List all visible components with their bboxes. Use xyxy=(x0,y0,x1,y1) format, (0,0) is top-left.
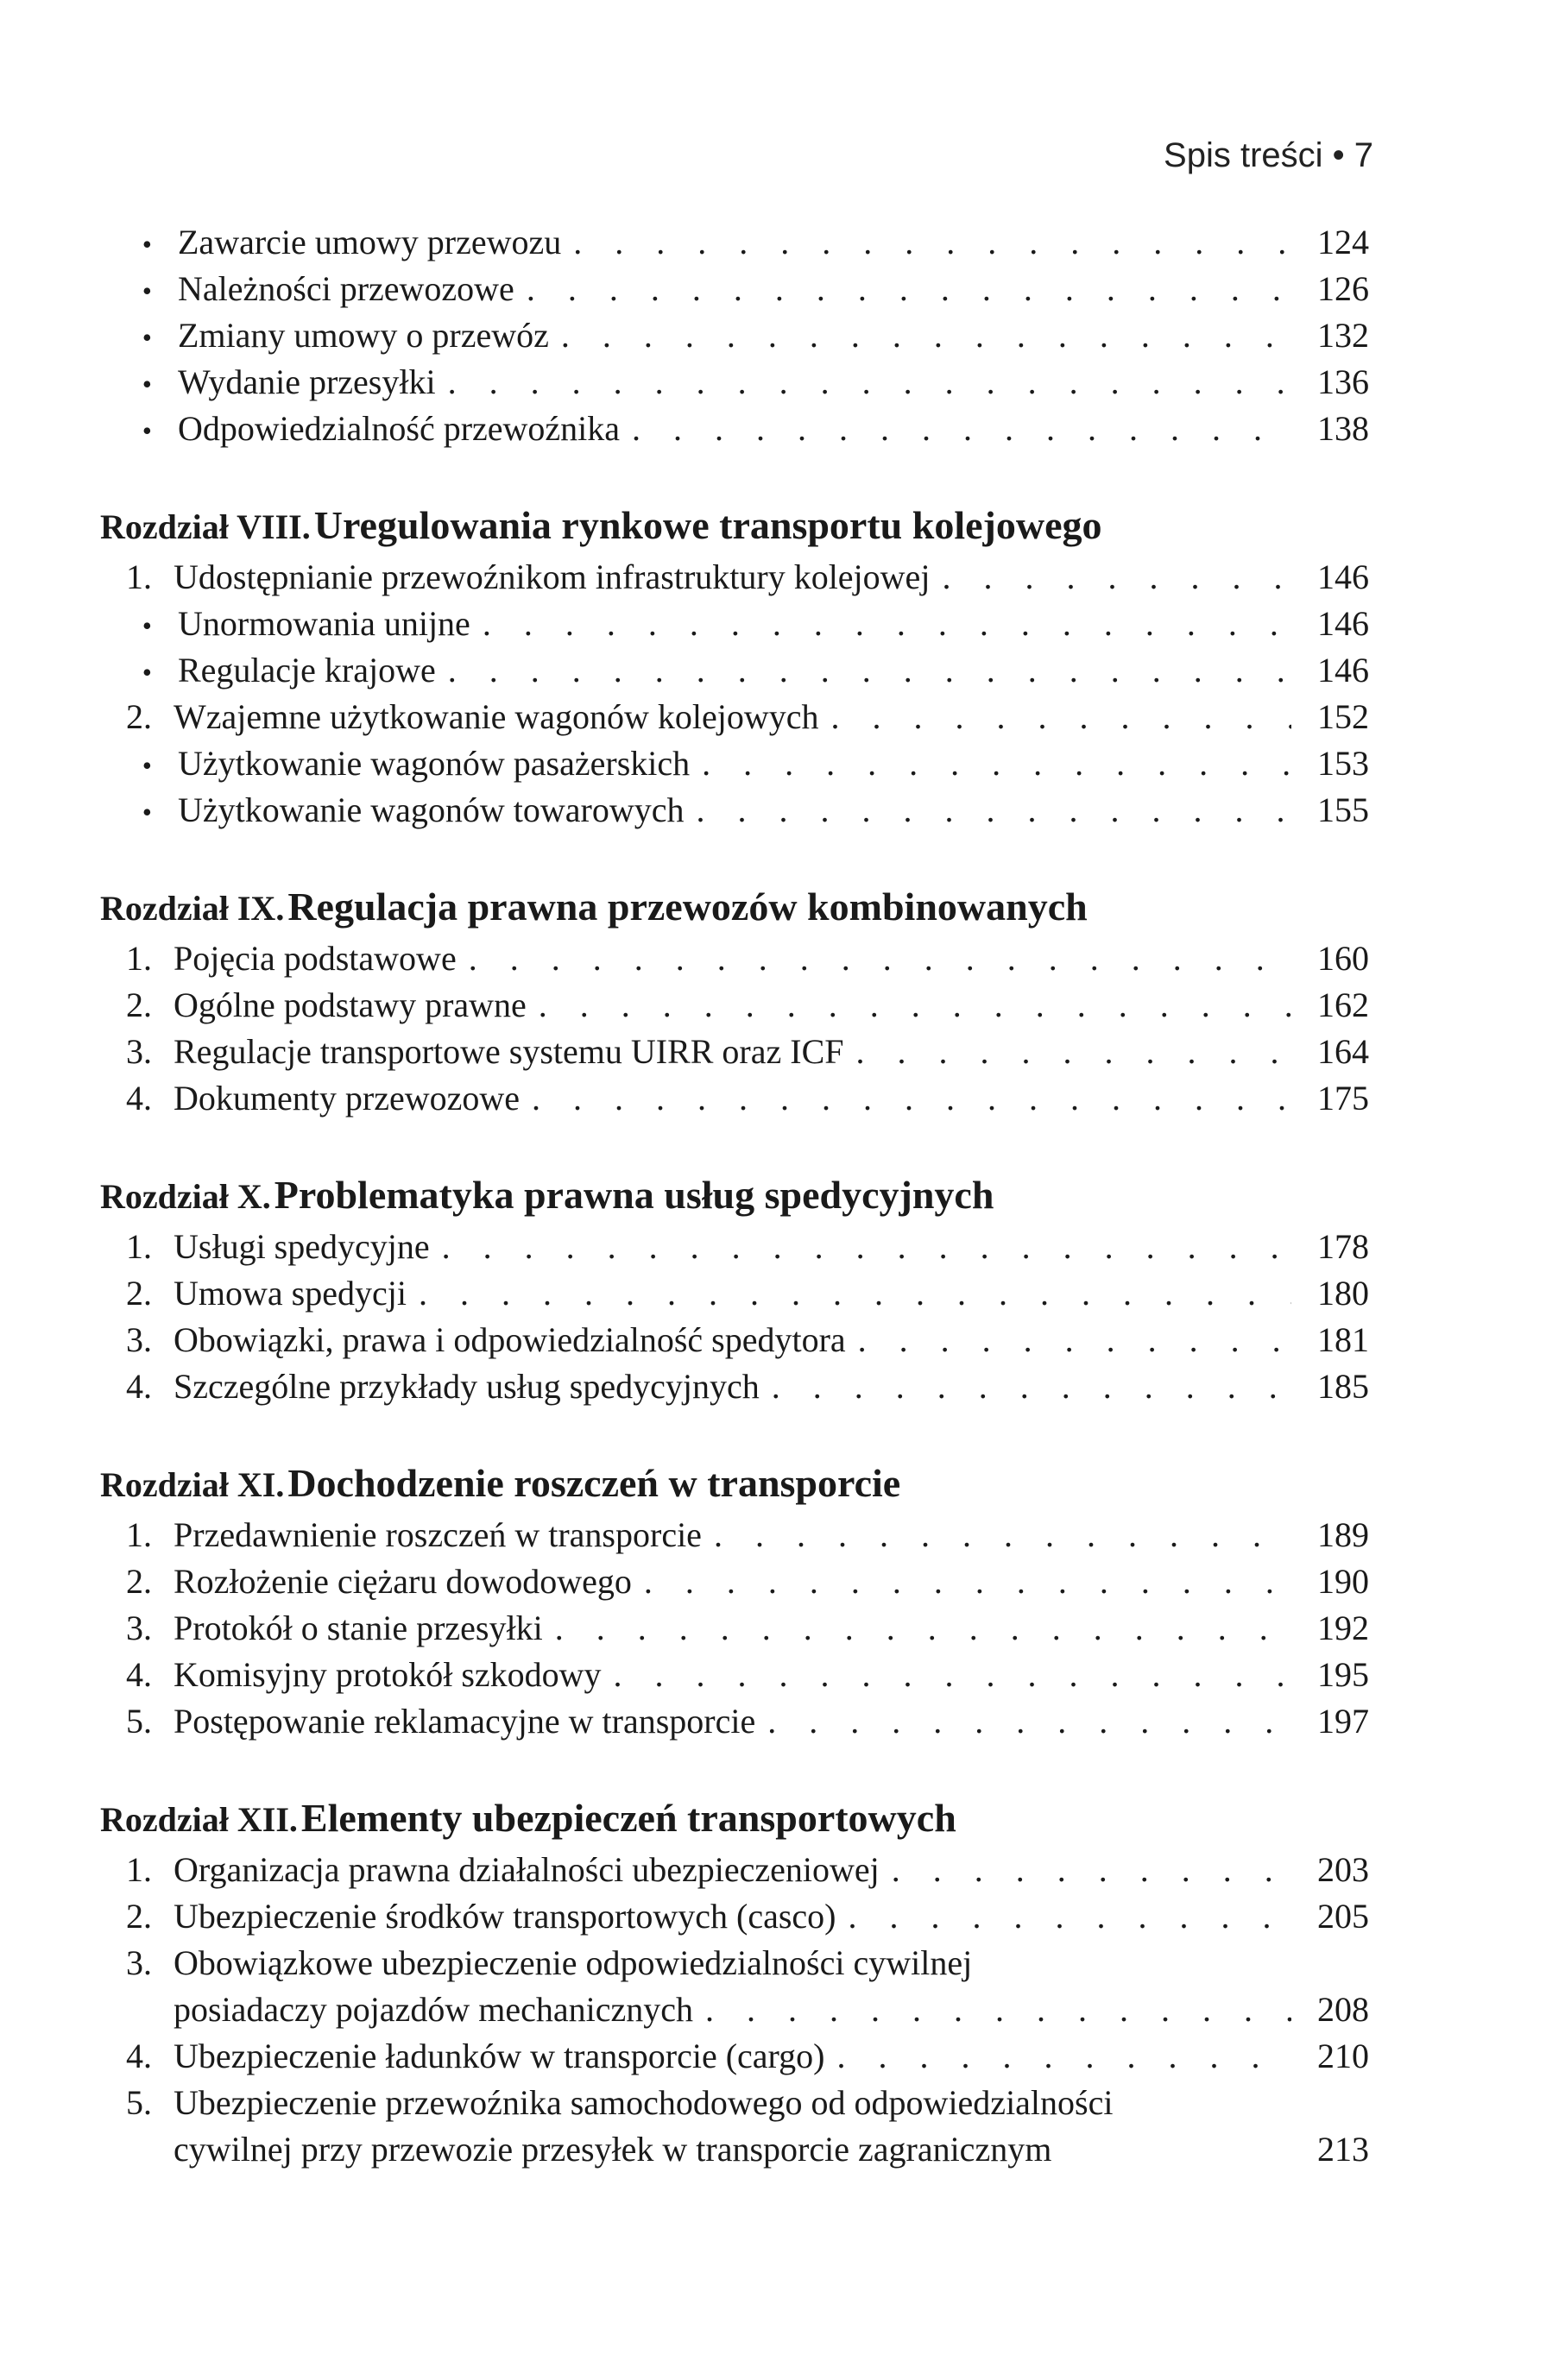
chapter-title: Regulacja prawna przewozów kombinowanych xyxy=(287,885,1088,929)
toc-entry xyxy=(100,266,1369,312)
dot-leader xyxy=(632,406,1291,452)
entry-number: 1. xyxy=(126,557,152,596)
toc-entry xyxy=(100,1029,1369,1075)
page-number: 138 xyxy=(1317,409,1369,448)
dot-leader xyxy=(442,1224,1291,1270)
entry-number: 1. xyxy=(126,1515,152,1554)
bullet-marker: • xyxy=(142,368,152,400)
page-number: 175 xyxy=(1317,1079,1369,1118)
page-number: 152 xyxy=(1317,697,1369,736)
chapter-label: Rozdział X. xyxy=(100,1177,271,1216)
entry-number: 2. xyxy=(126,1562,152,1601)
entry-title: Obowiązki, prawa i odpowiedzialność spedytora xyxy=(174,1320,846,1359)
entry-title: Ubezpieczenie przewoźnika samochodowego od odpowiedzialności xyxy=(174,2083,1114,2122)
dot-leader xyxy=(705,1986,1291,2033)
entry-title: Ubezpieczenie ładunków w transporcie (cargo) xyxy=(174,2037,825,2075)
toc-entry xyxy=(100,694,1369,740)
page-number: 153 xyxy=(1317,744,1369,783)
entry-title: Regulacje transportowe systemu UIRR oraz ICF xyxy=(174,1032,844,1071)
entry-number: 4. xyxy=(126,1079,152,1118)
chapter-title: Problematyka prawna usług spedycyjnych xyxy=(274,1173,994,1217)
chapter-heading xyxy=(100,497,1369,554)
page-number: 203 xyxy=(1317,1850,1369,1889)
chapter-label: Rozdział VIII. xyxy=(100,507,311,546)
page-number: 136 xyxy=(1317,362,1369,401)
toc-entry xyxy=(100,1363,1369,1410)
dot-leader xyxy=(539,982,1291,1029)
toc-entry xyxy=(100,1605,1369,1652)
dot-leader xyxy=(856,1029,1291,1075)
entry-number: 2. xyxy=(126,985,152,1024)
entry-title: Zmiany umowy o przewóz xyxy=(178,316,549,355)
running-head: Spis treści • 7 xyxy=(1164,136,1373,174)
dot-leader xyxy=(573,219,1291,266)
page-number: 162 xyxy=(1317,985,1369,1024)
toc-entry xyxy=(100,647,1369,694)
entry-title: Ogólne podstawy prawne xyxy=(174,985,527,1024)
entry-title: Pojęcia podstawowe xyxy=(174,939,457,978)
dot-leader xyxy=(614,1652,1291,1698)
page-number: 185 xyxy=(1317,1367,1369,1406)
page-number: 208 xyxy=(1317,1990,1369,2029)
dot-leader xyxy=(527,266,1291,312)
entry-number: 4. xyxy=(126,1367,152,1406)
page-number: 210 xyxy=(1317,2037,1369,2075)
entry-title: Postępowanie reklamacyjne w transporcie xyxy=(174,1702,756,1741)
page-number: 181 xyxy=(1317,1320,1369,1359)
chapter-title: Dochodzenie roszczeń w transporcie xyxy=(287,1461,901,1505)
toc-entry xyxy=(100,1075,1369,1122)
bullet-marker: • xyxy=(142,610,152,641)
dot-leader xyxy=(697,787,1291,834)
entry-title: Rozłożenie ciężaru dowodowego xyxy=(174,1562,632,1601)
entry-title: Udostępnianie przewoźnikom infrastruktury kolejowej xyxy=(174,557,931,596)
toc-entry xyxy=(100,2033,1369,2080)
bullet-marker: • xyxy=(142,657,152,688)
dot-leader xyxy=(555,1605,1291,1652)
toc-entry xyxy=(100,406,1369,452)
page-number: 180 xyxy=(1317,1274,1369,1313)
entry-title: Organizacja prawna działalności ubezpieczeniowej xyxy=(174,1850,880,1889)
page-number: 155 xyxy=(1317,790,1369,829)
dot-leader xyxy=(942,554,1291,601)
entry-number: 2. xyxy=(126,1897,152,1936)
entry-title: Obowiązkowe ubezpieczenie odpowiedzialności cywilnej xyxy=(174,1943,973,1982)
entry-title: Regulacje krajowe xyxy=(178,651,436,689)
entry-title: Użytkowanie wagonów pasażerskich xyxy=(178,744,691,783)
entry-number: 4. xyxy=(126,2037,152,2075)
entry-title: Użytkowanie wagonów towarowych xyxy=(178,790,685,829)
page-number: 132 xyxy=(1317,316,1369,355)
chapter-title: Uregulowania rynkowe transportu kolejowego xyxy=(313,503,1102,547)
toc-entry xyxy=(100,935,1369,982)
toc-entry xyxy=(100,787,1369,834)
chapter-label: Rozdział XI. xyxy=(100,1465,285,1504)
entry-title: Należności przewozowe xyxy=(178,269,514,308)
chapter-heading xyxy=(100,1790,1369,1847)
page-number: 213 xyxy=(1317,2130,1369,2169)
entry-number: 3. xyxy=(126,1320,152,1359)
entry-number: 2. xyxy=(126,1274,152,1313)
entry-title: Przedawnienie roszczeń w transporcie xyxy=(174,1515,702,1554)
page-number: 164 xyxy=(1317,1032,1369,1071)
chapter-label: Rozdział XII. xyxy=(100,1800,298,1839)
toc-entry xyxy=(100,1940,1369,1986)
entry-title: Unormowania unijne xyxy=(178,604,470,643)
toc-entry xyxy=(100,1512,1369,1558)
entry-title-continuation: posiadaczy pojazdów mechanicznych xyxy=(174,1990,693,2029)
dot-leader xyxy=(714,1512,1291,1558)
chapter-title: Elementy ubezpieczeń transportowych xyxy=(300,1796,956,1840)
dot-leader xyxy=(469,935,1291,982)
entry-number: 4. xyxy=(126,1655,152,1694)
entry-title: Zawarcie umowy przewozu xyxy=(178,223,562,261)
toc-entry xyxy=(100,982,1369,1029)
entry-number: 1. xyxy=(126,1227,152,1266)
entry-title-continuation: cywilnej przy przewozie przesyłek w transporcie zagranicznym xyxy=(174,2130,1052,2169)
toc-entry xyxy=(100,2080,1369,2126)
dot-leader xyxy=(892,1847,1291,1893)
chapter-heading xyxy=(100,1167,1369,1224)
dot-leader xyxy=(561,312,1291,359)
entry-title: Ubezpieczenie środków transportowych (casco) xyxy=(174,1897,836,1936)
bullet-marker: • xyxy=(142,322,152,353)
toc-entry xyxy=(100,1847,1369,1893)
dot-leader xyxy=(702,740,1291,787)
entry-title: Wzajemne użytkowanie wagonów kolejowych xyxy=(174,697,819,736)
bullet-marker: • xyxy=(142,796,152,828)
toc-entry xyxy=(100,1698,1369,1745)
page-number: 146 xyxy=(1317,557,1369,596)
dot-leader xyxy=(836,2033,1291,2080)
page-number: 205 xyxy=(1317,1897,1369,1936)
page-number: 192 xyxy=(1317,1609,1369,1647)
bullet-marker: • xyxy=(142,750,152,781)
toc-entry-continuation xyxy=(100,2126,1369,2173)
entry-number: 5. xyxy=(126,1702,152,1741)
dot-leader xyxy=(767,1698,1291,1745)
entry-title: Szczególne przykłady usług spedycyjnych xyxy=(174,1367,760,1406)
toc-entry xyxy=(100,1652,1369,1698)
toc-entry xyxy=(100,1270,1369,1317)
entry-title: Protokół o stanie przesyłki xyxy=(174,1609,543,1647)
page-number: 146 xyxy=(1317,651,1369,689)
entry-number: 1. xyxy=(126,939,152,978)
entry-title: Umowa spedycji xyxy=(174,1274,407,1313)
toc-entry xyxy=(100,601,1369,647)
page-number: 124 xyxy=(1317,223,1369,261)
chapter-heading xyxy=(100,1455,1369,1512)
dot-leader xyxy=(448,359,1291,406)
page-number: 178 xyxy=(1317,1227,1369,1266)
dot-leader xyxy=(772,1363,1291,1410)
toc-entry-continuation xyxy=(100,1986,1369,2033)
page-number: 146 xyxy=(1317,604,1369,643)
toc-entry xyxy=(100,312,1369,359)
page-number: 126 xyxy=(1317,269,1369,308)
page-number: 197 xyxy=(1317,1702,1369,1741)
entry-title: Odpowiedzialność przewoźnika xyxy=(178,409,621,448)
bullet-marker: • xyxy=(142,275,152,306)
toc-entry xyxy=(100,554,1369,601)
entry-title: Wydanie przesyłki xyxy=(178,362,436,401)
dot-leader xyxy=(644,1558,1291,1605)
page-number: 189 xyxy=(1317,1515,1369,1554)
entry-number: 2. xyxy=(126,697,152,736)
table-of-contents xyxy=(100,219,1369,2173)
toc-entry xyxy=(100,1893,1369,1940)
entry-number: 1. xyxy=(126,1850,152,1889)
entry-title: Dokumenty przewozowe xyxy=(174,1079,520,1118)
toc-entry xyxy=(100,1558,1369,1605)
bullet-marker: • xyxy=(142,229,152,260)
chapter-heading xyxy=(100,878,1369,935)
bullet-marker: • xyxy=(142,415,152,446)
dot-leader xyxy=(419,1270,1291,1317)
toc-entry xyxy=(100,740,1369,787)
page-number: 160 xyxy=(1317,939,1369,978)
entry-number: 5. xyxy=(126,2083,152,2122)
toc-entry xyxy=(100,359,1369,406)
toc-entry xyxy=(100,1224,1369,1270)
toc-entry xyxy=(100,1317,1369,1363)
dot-leader xyxy=(831,694,1291,740)
dot-leader xyxy=(532,1075,1291,1122)
entry-number: 3. xyxy=(126,1609,152,1647)
entry-title: Komisyjny protokół szkodowy xyxy=(174,1655,602,1694)
dot-leader xyxy=(858,1317,1291,1363)
entry-title: Usługi spedycyjne xyxy=(174,1227,430,1266)
dot-leader xyxy=(848,1893,1291,1940)
page-number: 195 xyxy=(1317,1655,1369,1694)
page-number: 190 xyxy=(1317,1562,1369,1601)
toc-entry xyxy=(100,219,1369,266)
entry-number: 3. xyxy=(126,1032,152,1071)
dot-leader xyxy=(448,647,1291,694)
dot-leader xyxy=(483,601,1291,647)
chapter-label: Rozdział IX. xyxy=(100,889,285,928)
entry-number: 3. xyxy=(126,1943,152,1982)
